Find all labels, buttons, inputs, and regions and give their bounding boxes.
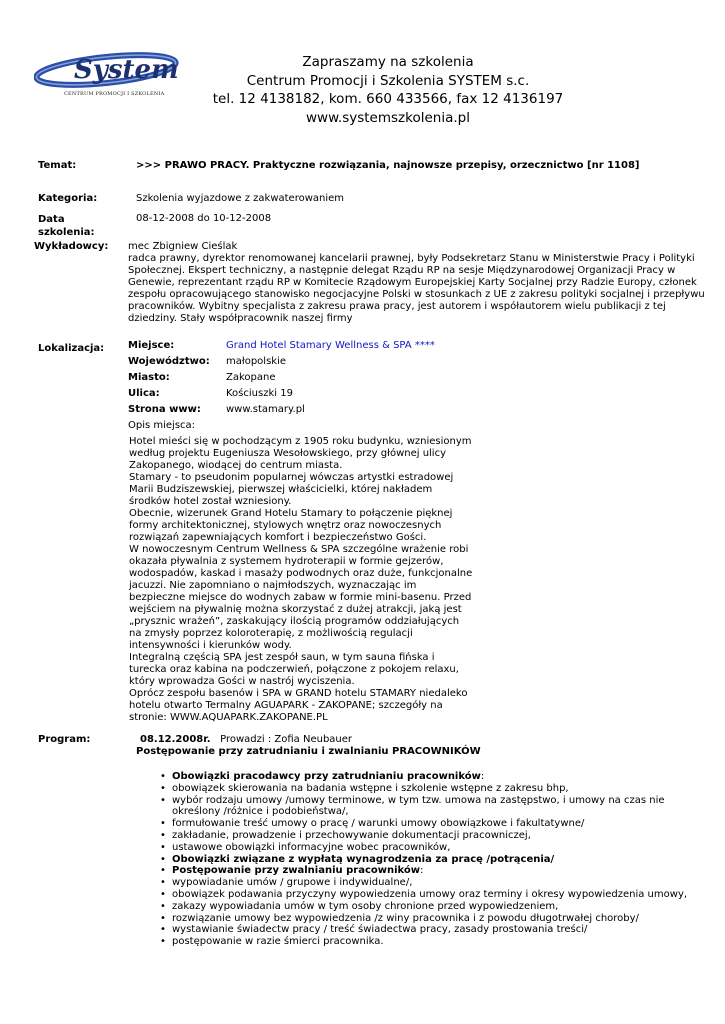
header-website[interactable]: www.systemszkolenia.pl xyxy=(306,109,470,126)
program-title: Postępowanie przy zatrudnianiu i zwalnianiu PRACOWNIKÓW xyxy=(136,746,481,757)
data-value: 08-12-2008 do 10-12-2008 xyxy=(136,213,272,224)
page-header xyxy=(180,53,596,127)
list-item: • zakazy wypowiadania umów w tym osoby chronione przed wypowiedzeniem, xyxy=(160,901,705,913)
kategoria-value: Szkolenia wyjazdowe z zakwaterowaniem xyxy=(136,193,345,204)
header-company: Centrum Promocji i Szkolenia SYSTEM s.c. xyxy=(246,72,530,89)
loc-key: Miejsce: xyxy=(128,340,175,351)
lokalizacja-label: Lokalizacja: xyxy=(38,343,105,354)
program-prowadzi: Prowadzi : Zofia Neubauer xyxy=(220,734,353,745)
list-item: • wypowiadanie umów / grupowe i indywidualne/, xyxy=(160,877,705,889)
logo-tagline: CENTRUM PROMOCJI I SZKOLENIA xyxy=(64,91,165,97)
list-item: • formułowanie treść umowy o pracę / warunki umowy obowiązkowe i fakultatywne/ xyxy=(160,818,705,830)
program-date-line xyxy=(140,734,352,746)
list-item: • ustawowe obowiązki informacyjne wobec pracowników, xyxy=(160,842,705,854)
logo-text: System xyxy=(74,55,179,85)
loc-value: Zakopane xyxy=(226,372,276,383)
loc-key: Miasto: xyxy=(128,372,170,383)
list-item: • obowiązek podawania przyczyny wypowiedzenia umowy oraz terminy i okresy wypowiedzenia umowy, xyxy=(160,889,705,901)
wykladowca-name: mec Zbigniew Cieślak xyxy=(128,241,238,252)
loc-value: www.stamary.pl xyxy=(226,404,305,415)
temat-value: >>> PRAWO PRACY. Praktyczne rozwiązania, najnowsze przepisy, orzecznictwo [nr 1108] xyxy=(136,160,640,171)
header-invite: Zapraszamy na szkolenia xyxy=(302,54,474,70)
list-item: • Obowiązki związane z wypłatą wynagrodzenia za pracę /potrącenia/ xyxy=(160,854,705,866)
list-item: • zakładanie, prowadzenie i przechowywanie dokumentacji pracowniczej, xyxy=(160,830,705,842)
list-item: • rozwiązanie umowy bez wypowiedzenia /z winy pracownika i z powodu długotrwałej choroby/ xyxy=(160,913,705,925)
opis-label: Opis miejsca: xyxy=(128,420,196,431)
loc-value: małopolskie xyxy=(226,356,287,367)
loc-value: Kościuszki 19 xyxy=(226,388,293,399)
list-item: • postępowanie w razie śmierci pracownika. xyxy=(160,936,705,948)
kategoria-label: Kategoria: xyxy=(38,193,98,204)
list-item: • Obowiązki pracodawcy przy zatrudnianiu pracowników: xyxy=(160,771,705,783)
hotel-link[interactable]: Grand Hotel Stamary Wellness & SPA **** xyxy=(226,340,435,351)
loc-key: Ulica: xyxy=(128,388,160,399)
list-item: • Postępowanie przy zwalnianiu pracowników: xyxy=(160,865,705,877)
wykladowca-bio: radca prawny, dyrektor renomowanej kancelarii prawnej, były Podsekretarz Stanu w Ministerstwie Pracy i Polityki Społecznej. Ekspert techniczny, a następnie delegat Rządu RP na sesje Międzynarodowej Organizacji Pracy w Genewie, reprezentant rządu RP w Komitecie Rządowym Europejskiej Karty Socjalnej przy Radzie Europy, członek zespołu opracowującego stanowisko negocjacyjne Polski w stosunkach z UE z zakresu polityki socjalnej i przepływu pracowników. Wybitny specjalista z zakresu prawa pracy, jest autorem i współautorem wielu publikacji z tej dziedziny. Stały współpracownik naszej firmy xyxy=(128,253,705,324)
list-item: • wybór rodzaju umowy /umowy terminowe, w tym tzw. umowa na zastępstwo, i umowy na czas nie xyxy=(160,795,705,807)
temat-label: Temat: xyxy=(38,160,77,171)
wykladowca-block xyxy=(128,241,705,325)
loc-key: Województwo: xyxy=(128,356,210,367)
header-phone: tel. 12 4138182, kom. 660 433566, fax 12 4136197 xyxy=(212,91,564,107)
company-logo xyxy=(34,48,184,98)
program-topics xyxy=(160,771,705,948)
wykladowcy-label: Wykładowcy: xyxy=(34,241,109,252)
list-item: • wystawianie świadectw pracy / treść świadectwa pracy, zasady prostowania treści/ xyxy=(160,924,705,936)
list-item-continuation: określony /różnice i podobieństwa/, xyxy=(172,806,349,818)
list-item: • obowiązek skierowania na badania wstępne i szkolenie wstępne z zakresu bhp, xyxy=(160,783,705,795)
opis-miejsca: Hotel mieści się w pochodzącym z 1905 roku budynku, wzniesionym według projektu Eugeniusza Wesołowskiego, przy głównej ulicy Zakopanego, wiodącej do centrum miasta. Stamary - to pseudonim popularnej wówczas artystki estradowej Marii Budziszewskiej, pierwszej właścicielki, której nakładem środków hotel został wzniesiony. Obecnie, wizerunek Grand Hotelu Stamary to połączenie pięknej formy architektonicznej, stylowych wnętrz oraz nowoczesnych rozwiązań zapewniających komfort i bezpieczeństwo Gości. W nowoczesnym Centrum Wellness & SPA szczególne wrażenie robi okazała pływalnia z systemem hydroterapii w formie gejzerów, wodospadów, kaskad i masaży podwodnych oraz duże, funkcjonalne jacuzzi. Nie zapomniano o najmłodszych, wyznaczając im bezpieczne miejsce do wodnych zabaw w formie mini-basenu. Przed wejściem na pływalnię można skorzystać z dużej atrakcji, jaką jest „prysznic wrażeń”, zaskakujący ilością programów oddziałujących na zmysły poprzez koloroterapię, z możliwością regulacji intensywności i kierunków wody. Integralną częścią SPA jest zespół saun, w tym sauna fińska i turecka oraz kabina na podczerwień, połączone z pokojem relaxu, który wprowadza Gości w nastrój wyciszenia. Oprócz zespołu basenów i SPA w GRAND hotelu STAMARY niedaleko hotelu otwarto Termalny AGUAPARK - ZAKOPANE; szczegóły na stronie: WWW.AQUAPARK.ZAKOPANE.PL xyxy=(129,436,473,723)
program-date: 08.12.2008r. xyxy=(140,734,211,745)
data-label: Data szkolenia: xyxy=(38,214,95,238)
loc-key: Strona www: xyxy=(128,404,201,415)
logo-swoosh-icon xyxy=(34,48,184,90)
program-label: Program: xyxy=(38,734,91,745)
